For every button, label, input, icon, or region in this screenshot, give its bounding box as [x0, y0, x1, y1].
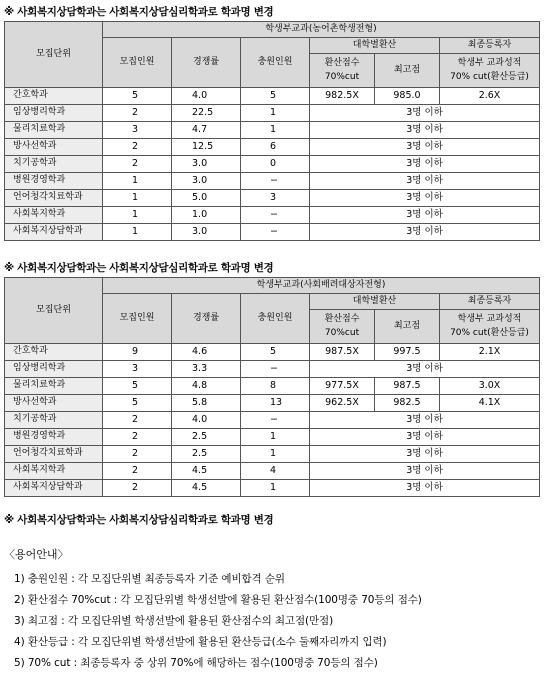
competition-cell: 4.8: [172, 378, 241, 395]
competition-cell: 3.0: [172, 224, 241, 241]
notice-3: ※ 사회복지상담학과는 사회복지상담심리학과로 학과명 변경: [4, 514, 274, 526]
filled-cell: 4: [241, 463, 310, 480]
unit-name: 사회복지학과: [5, 207, 103, 224]
filled-cell: 1: [241, 105, 310, 122]
threshold-cell: 3명 이하: [310, 173, 540, 190]
filled-cell: 5: [241, 88, 310, 105]
filled-cell: −: [241, 412, 310, 429]
quota-cell: 1: [103, 207, 172, 224]
quota-cell: 2: [103, 156, 172, 173]
competition-cell: 4.5: [172, 480, 241, 497]
competition-cell: 4.0: [172, 412, 241, 429]
grade70-cell: 3.0X: [440, 378, 540, 395]
unit-name: 방사선학과: [5, 139, 103, 156]
threshold-cell: 3명 이하: [310, 224, 540, 241]
quota-cell: 3: [103, 361, 172, 378]
header-score70: 환산점수 70%cut: [310, 310, 375, 344]
threshold-cell: 3명 이하: [310, 446, 540, 463]
unit-name: 치기공학과: [5, 156, 103, 173]
max-cell: 982.5: [375, 395, 440, 412]
filled-cell: 1: [241, 480, 310, 497]
table-row: [5, 378, 540, 395]
max-cell: 985.0: [375, 88, 440, 105]
filled-cell: −: [241, 361, 310, 378]
header-filled: 충원인원: [241, 294, 310, 344]
threshold-cell: 3명 이하: [310, 139, 540, 156]
unit-name: 병원경영학과: [5, 429, 103, 446]
header-competition: 경쟁률: [172, 294, 241, 344]
quota-cell: 2: [103, 446, 172, 463]
unit-name: 사회복지상담학과: [5, 480, 103, 497]
table-row: [5, 156, 540, 173]
competition-cell: 4.0: [172, 88, 241, 105]
quota-cell: 1: [103, 190, 172, 207]
quota-cell: 2: [103, 139, 172, 156]
unit-name: 언어청각치료학과: [5, 190, 103, 207]
max-cell: 997.5: [375, 344, 440, 361]
threshold-cell: 3명 이하: [310, 207, 540, 224]
table-row: [5, 412, 540, 429]
table-row: [5, 395, 540, 412]
filled-cell: 0: [241, 156, 310, 173]
quota-cell: 5: [103, 378, 172, 395]
header-final-reg: 최종등록자: [440, 294, 540, 310]
notice-2: ※ 사회복지상담학과는 사회복지상담심리학과로 학과명 변경: [4, 262, 274, 274]
unit-name: 병원경영학과: [5, 173, 103, 190]
header-max: 최고점: [375, 54, 440, 88]
header-score70: 환산점수 70%cut: [310, 54, 375, 88]
glossary-item: 3) 최고점 : 각 모집단위별 학생선발에 활용된 환산점수의 최고점(만점): [14, 615, 334, 627]
threshold-cell: 3명 이하: [310, 412, 540, 429]
header-grade70: 학생부 교과성적 70% cut(환산등급): [440, 54, 540, 88]
quota-cell: 3: [103, 122, 172, 139]
grade70-cell: 2.6X: [440, 88, 540, 105]
header-quota: 모집인원: [103, 38, 172, 88]
unit-name: 언어청각치료학과: [5, 446, 103, 463]
quota-cell: 5: [103, 88, 172, 105]
competition-cell: 12.5: [172, 139, 241, 156]
table-title: 학생부교과(농어촌학생전형): [103, 22, 540, 38]
threshold-cell: 3명 이하: [310, 122, 540, 139]
admission-table-2: [4, 277, 540, 497]
quota-cell: 9: [103, 344, 172, 361]
threshold-cell: 3명 이하: [310, 429, 540, 446]
glossary-title: 〈용어안내〉: [4, 548, 69, 561]
admission-table-1: [4, 21, 540, 241]
threshold-cell: 3명 이하: [310, 463, 540, 480]
filled-cell: −: [241, 224, 310, 241]
competition-cell: 4.7: [172, 122, 241, 139]
competition-cell: 2.5: [172, 446, 241, 463]
filled-cell: −: [241, 173, 310, 190]
competition-cell: 2.5: [172, 429, 241, 446]
max-cell: 987.5: [375, 378, 440, 395]
grade70-cell: 4.1X: [440, 395, 540, 412]
quota-cell: 2: [103, 412, 172, 429]
competition-cell: 3.0: [172, 173, 241, 190]
unit-name: 물리치료학과: [5, 122, 103, 139]
header-grade70: 학생부 교과성적 70% cut(환산등급): [440, 310, 540, 344]
table-row: [5, 446, 540, 463]
filled-cell: 13: [241, 395, 310, 412]
threshold-cell: 3명 이하: [310, 361, 540, 378]
competition-cell: 5.0: [172, 190, 241, 207]
header-univ-score: 대학별환산: [310, 38, 440, 54]
threshold-cell: 3명 이하: [310, 156, 540, 173]
filled-cell: 3: [241, 190, 310, 207]
threshold-cell: 3명 이하: [310, 105, 540, 122]
table-title: 학생부교과(사회배려대상자전형): [103, 278, 540, 294]
filled-cell: 5: [241, 344, 310, 361]
table-row: [5, 139, 540, 156]
unit-name: 임상병리학과: [5, 105, 103, 122]
header-quota: 모집인원: [103, 294, 172, 344]
table-row: [5, 429, 540, 446]
unit-name: 치기공학과: [5, 412, 103, 429]
competition-cell: 3.3: [172, 361, 241, 378]
table-row: [5, 480, 540, 497]
table-row: [5, 361, 540, 378]
unit-name: 간호학과: [5, 88, 103, 105]
competition-cell: 3.0: [172, 156, 241, 173]
quota-cell: 2: [103, 480, 172, 497]
table-row: [5, 463, 540, 480]
filled-cell: 1: [241, 446, 310, 463]
table-row: [5, 190, 540, 207]
header-final-reg: 최종등록자: [440, 38, 540, 54]
score70-cell: 977.5X: [310, 378, 375, 395]
header-univ-score: 대학별환산: [310, 294, 440, 310]
header-unit: 모집단위: [5, 278, 103, 344]
competition-cell: 4.6: [172, 344, 241, 361]
competition-cell: 1.0: [172, 207, 241, 224]
table-row: [5, 344, 540, 361]
unit-name: 사회복지학과: [5, 463, 103, 480]
quota-cell: 5: [103, 395, 172, 412]
notice-1: ※ 사회복지상담학과는 사회복지상담심리학과로 학과명 변경: [4, 6, 274, 18]
quota-cell: 2: [103, 105, 172, 122]
filled-cell: 8: [241, 378, 310, 395]
score70-cell: 962.5X: [310, 395, 375, 412]
unit-name: 방사선학과: [5, 395, 103, 412]
unit-name: 임상병리학과: [5, 361, 103, 378]
glossary-item: 2) 환산점수 70%cut : 각 모집단위별 학생선발에 활용된 환산점수(100명중 70등의 점수): [14, 594, 422, 606]
competition-cell: 5.8: [172, 395, 241, 412]
filled-cell: −: [241, 207, 310, 224]
filled-cell: 6: [241, 139, 310, 156]
table-row: [5, 105, 540, 122]
unit-name: 간호학과: [5, 344, 103, 361]
filled-cell: 1: [241, 122, 310, 139]
glossary-item: 1) 충원인원 : 각 모집단위별 최종등록자 기준 예비합격 순위: [14, 573, 285, 585]
table-row: [5, 122, 540, 139]
table-row: [5, 88, 540, 105]
threshold-cell: 3명 이하: [310, 480, 540, 497]
table-row: [5, 173, 540, 190]
glossary-item: 5) 70% cut : 최종등록자 중 상위 70%에 해당하는 점수(100명중 70등의 점수): [14, 657, 378, 669]
competition-cell: 22.5: [172, 105, 241, 122]
grade70-cell: 2.1X: [440, 344, 540, 361]
quota-cell: 1: [103, 173, 172, 190]
table-row: [5, 207, 540, 224]
quota-cell: 1: [103, 224, 172, 241]
filled-cell: 1: [241, 429, 310, 446]
header-competition: 경쟁률: [172, 38, 241, 88]
quota-cell: 2: [103, 429, 172, 446]
glossary-item: 4) 환산등급 : 각 모집단위별 학생선발에 활용된 환산등급(소수 둘째자리까지 입력): [14, 636, 387, 648]
header-unit: 모집단위: [5, 22, 103, 88]
quota-cell: 2: [103, 463, 172, 480]
unit-name: 물리치료학과: [5, 378, 103, 395]
score70-cell: 987.5X: [310, 344, 375, 361]
threshold-cell: 3명 이하: [310, 190, 540, 207]
table-row: [5, 224, 540, 241]
unit-name: 사회복지상담학과: [5, 224, 103, 241]
score70-cell: 982.5X: [310, 88, 375, 105]
header-max: 최고점: [375, 310, 440, 344]
header-filled: 충원인원: [241, 38, 310, 88]
competition-cell: 4.5: [172, 463, 241, 480]
